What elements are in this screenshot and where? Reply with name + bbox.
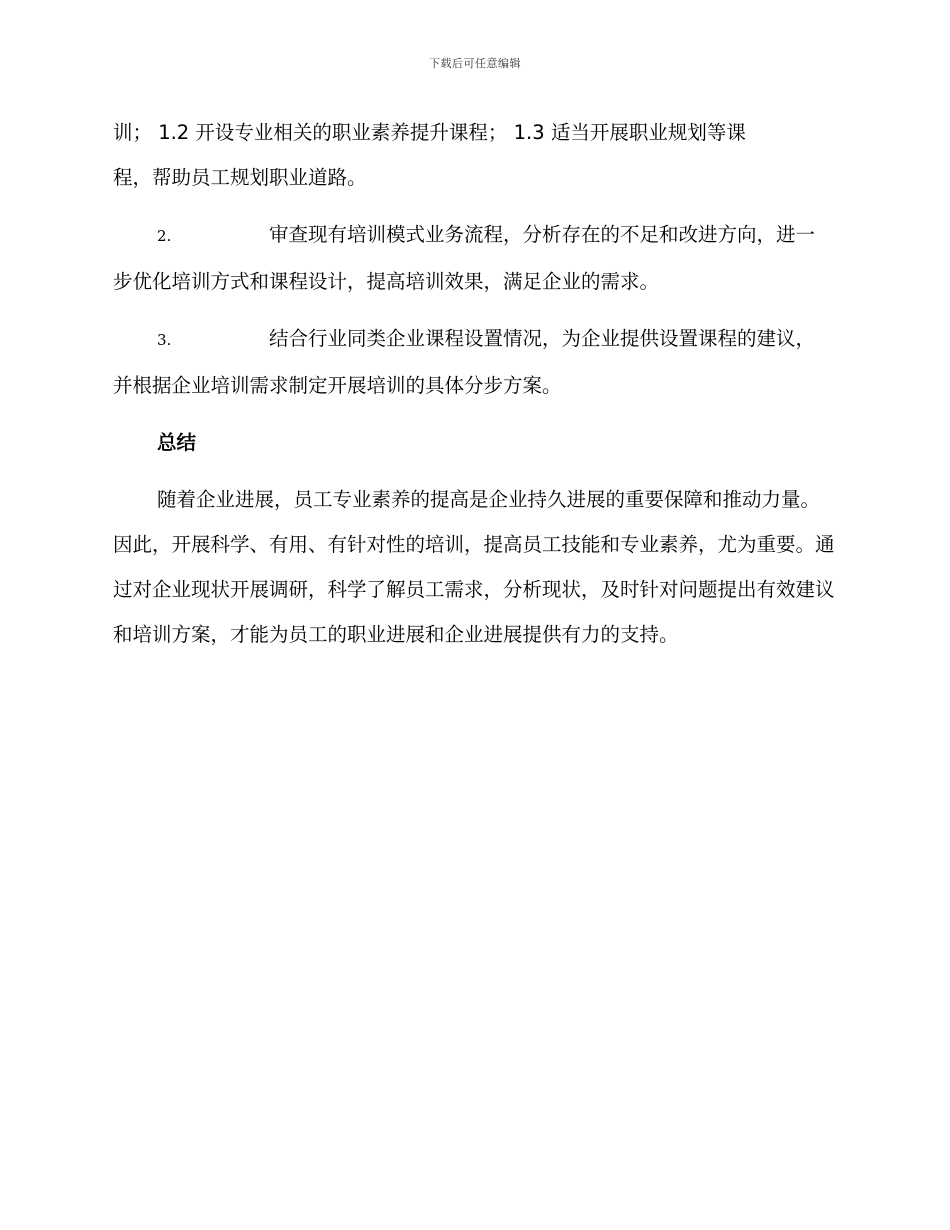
numbered-item-2 bbox=[113, 212, 835, 304]
item-number: 2. bbox=[157, 227, 172, 245]
paragraph-line: 训； 1.2 开设专业相关的职业素养提升课程； 1.3 适当开展职业规划等课 bbox=[113, 121, 746, 144]
item-text-continuation: 步优化培训方式和课程设计，提高培训效果，满足企业的需求。 bbox=[113, 270, 660, 293]
item-text-first-line: 结合行业同类企业课程设置情况，为企业提供设置课程的建议， bbox=[269, 327, 816, 350]
item-text-continuation: 并根据企业培训需求制定开展培训的具体分步方案。 bbox=[113, 374, 562, 397]
item-text-first-line: 审查现有培训模式业务流程，分析存在的不足和改进方向，进一 bbox=[269, 223, 816, 246]
paragraph-line: 程，帮助员工规划职业道路。 bbox=[113, 166, 367, 189]
numbered-item-3 bbox=[113, 316, 835, 408]
numbered-item-first-line bbox=[113, 212, 835, 259]
numbered-item-first-line bbox=[113, 316, 835, 363]
continued-paragraph bbox=[113, 110, 835, 200]
summary-paragraph: 随着企业进展，员工专业素养的提高是企业持久进展的重要保障和推动力量。因此，开展科学、有用、有针对性的培训，提高员工技能和专业素养，尤为重要。通过对企业现状开展调研，科学了解员工需求，分析现状，及时针对问题提出有效建议和培训方案，才能为员工的职业进展和企业进展提供有力的支持。 bbox=[113, 488, 835, 646]
item-number: 3. bbox=[157, 331, 172, 349]
page-header: 下载后可任意编辑 bbox=[429, 57, 521, 70]
summary-heading: 总结 bbox=[157, 431, 197, 454]
document-body bbox=[113, 110, 835, 669]
